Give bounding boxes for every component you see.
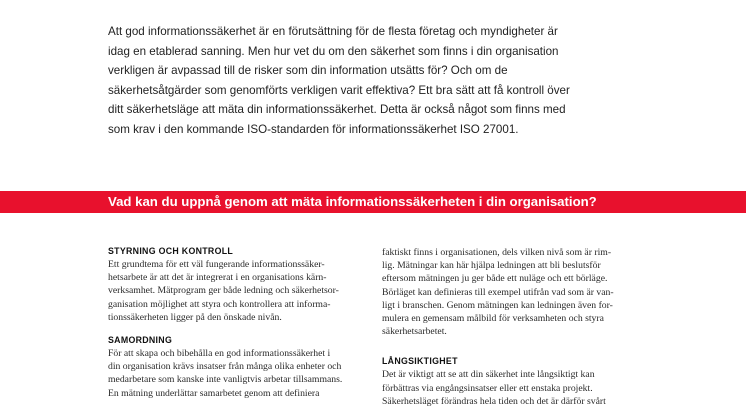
body-line: En mätning underlättar samarbetet genom att definiera xyxy=(108,387,320,399)
section-heading-styrning: STYRNING OCH KONTROLL xyxy=(108,246,234,256)
intro-paragraph xyxy=(108,22,628,140)
body-line: medarbetare som kanske inte vanligtvis arbetar tillsammans. xyxy=(108,374,343,386)
body-line: din organisation krävs insatser från många olika enheter och xyxy=(108,361,342,373)
left-column xyxy=(108,245,370,400)
intro-line: Att god informationssäkerhet är en förutsättning för de flesta företag och myndigheter är xyxy=(108,25,558,38)
right-column xyxy=(382,246,644,408)
body-line: För att skapa och bibehålla en god informationssäkerhet i xyxy=(108,348,331,360)
intro-line: ditt säkerhetsläge att mäta din informationssäkerhet. Detta är också något som finns med xyxy=(108,103,566,117)
body-line: ganisation möjlighet att styra och kontrollera att informa- xyxy=(108,298,331,310)
body-line: verksamhet. Mätprogram ger både ledning och säkerhetsor- xyxy=(108,285,339,297)
intro-line: som krav i den kommande ISO-standarden för informationssäkerhet ISO 27001. xyxy=(108,122,519,136)
body-line: Det är viktigt att se att din säkerhet inte långsiktigt kan xyxy=(382,369,595,381)
body-line: lig. Mätningar kan här hjälpa ledningen att bli beslutsför xyxy=(382,260,601,272)
section-heading-langsiktighet: LÅNGSIKTIGHET xyxy=(382,356,458,367)
body-line: ligt i branschen. Genom mätningen kan ledningen även for- xyxy=(382,299,613,311)
body-line: Säkerhetsläget förändras hela tiden och det är därför svårt xyxy=(382,395,606,407)
section-heading-samordning: SAMORDNING xyxy=(108,335,173,346)
body-line: Börläget kan definieras till exempel utifrån vad som är van- xyxy=(382,286,614,298)
intro-line: idag en etablerad sanning. Men hur vet du om den säkerhet som finns i din organisation xyxy=(108,44,559,58)
body-line: säkerhetsarbetet. xyxy=(382,326,447,338)
body-line: mulera en gemensam målbild för verksamheten och styra xyxy=(382,313,604,325)
body-line: tionssäkerheten ligger på den önskade nivån. xyxy=(108,311,282,323)
body-line: hetsarbete är att det är integrerat i en organisations kärn- xyxy=(108,272,327,284)
body-line: förbättras via engångsinsatser eller ett enstaka projekt. xyxy=(382,382,593,394)
body-line: eftersom mätningen ju ger både ett nuläge och ett börläge. xyxy=(382,273,608,285)
body-line: faktiskt finns i organisationen, dels vilken nivå som är rim- xyxy=(382,247,612,258)
intro-line: verkligen är avpassad till de risker som din information utsätts för? Och om de xyxy=(108,64,508,78)
banner-title: Vad kan du uppnå genom att mäta informationssäkerheten i din organisation? xyxy=(108,194,597,209)
body-line: Ett grundtema för ett väl fungerande informationssäker- xyxy=(108,259,325,270)
intro-line: säkerhetsåtgärder som genomförts verkligen varit effektiva? Ett bra sätt att få kontroll över xyxy=(108,83,570,97)
section-banner xyxy=(0,191,746,213)
